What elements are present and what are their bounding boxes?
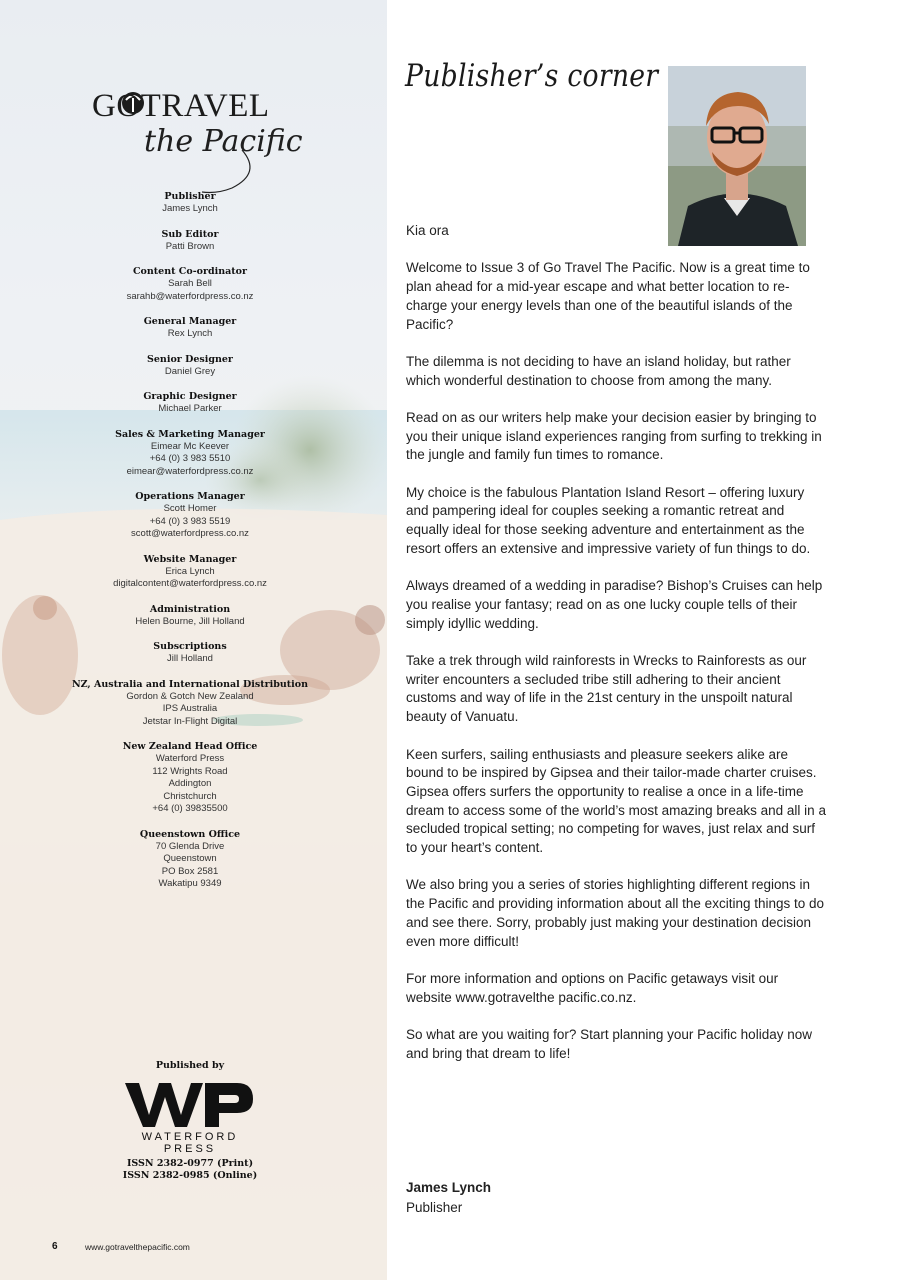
credit-line: Jill Holland — [167, 653, 213, 664]
credit-block — [40, 828, 340, 891]
article-body — [406, 222, 826, 1082]
credit-block — [40, 315, 340, 341]
credit-block — [40, 428, 340, 479]
credit-line: Waterford Press — [155, 753, 225, 764]
credit-title: General Manager — [143, 316, 237, 327]
credit-line: 112 Wrights Road — [152, 765, 228, 777]
credit-block — [40, 228, 340, 254]
logo-subtitle: the Pacific — [144, 124, 303, 159]
page-title: Publisher’s corner — [405, 58, 659, 94]
credit-title: Queenstown Office — [139, 828, 241, 840]
credit-title: Graphic Designer — [143, 391, 237, 402]
credit-title: Website Manager — [143, 553, 237, 565]
signature — [406, 1178, 491, 1217]
credit-email: scott@waterfordpress.co.nz — [131, 528, 249, 539]
credit-email: sarahb@waterfordpress.co.nz — [126, 290, 254, 302]
issn-block — [40, 1158, 340, 1182]
credit-block — [40, 265, 340, 303]
credit-line: Addington — [168, 778, 212, 789]
published-by — [40, 1060, 340, 1155]
credit-block — [40, 553, 340, 591]
signature-name: James Lynch — [406, 1180, 492, 1195]
masthead-sidebar — [0, 0, 387, 1280]
credit-phone: +64 (0) 3 983 5510 — [149, 453, 231, 464]
paragraph: Take a trek through wild rainforests in Wrecks to Rainforests as our writer encounters a secluded tribe still adhering to their ancient customs and way of life in the 21st century in the unspoilt natural beauty of Vanuatu. — [406, 653, 807, 725]
issn-online: ISSN 2382-0985 (Online) — [122, 1170, 258, 1181]
wp-mark-icon — [125, 1079, 255, 1129]
credit-block — [40, 640, 340, 666]
credit-line: Patti Brown — [165, 240, 215, 252]
credit-line: Gordon & Gotch New Zealand — [126, 690, 254, 702]
credit-block — [40, 353, 340, 379]
credit-title: Subscriptions — [153, 641, 227, 652]
credit-title: Senior Designer — [147, 353, 233, 365]
paragraph: Always dreamed of a wedding in paradise? Bishop’s Cruises can help you realise your fantasy; read on as one lucky couple tells of their simply idyllic wedding. — [406, 578, 823, 631]
credit-block — [40, 603, 340, 629]
paragraph: For more information and options on Pacific getaways visit our website www.gotravelthe pacific.co.nz. — [406, 970, 779, 1005]
credit-title: NZ, Australia and International Distribution — [71, 678, 309, 690]
footer-url[interactable]: www.gotravelthepacific.com — [85, 1242, 190, 1252]
credit-block — [40, 740, 340, 816]
credit-block — [40, 190, 340, 216]
published-by-label: Published by — [155, 1060, 225, 1071]
credit-block — [40, 490, 340, 541]
credit-email: digitalcontent@waterfordpress.co.nz — [113, 578, 267, 589]
masthead-credits — [40, 190, 340, 903]
publisher-photo — [668, 66, 806, 246]
waterford-press-logo — [125, 1079, 255, 1155]
credit-line: Rex Lynch — [167, 328, 213, 339]
credit-line: Helen Bourne, Jill Holland — [135, 615, 245, 627]
credit-line: Eimear Mc Keever — [150, 440, 230, 452]
credit-line: Erica Lynch — [165, 565, 215, 577]
credit-line: 70 Glenda Drive — [155, 840, 225, 852]
paragraph: So what are you waiting for? Start planning your Pacific holiday now and bring that dream to life! — [406, 1027, 812, 1061]
credit-line: James Lynch — [162, 203, 218, 214]
credit-email: eimear@waterfordpress.co.nz — [126, 465, 254, 477]
credit-line: Queenstown — [163, 853, 217, 864]
credit-title: Sales & Marketing Manager — [115, 428, 265, 440]
wp-logo-caption: WATERFORD PRESS — [141, 1131, 239, 1155]
go-travel-logo — [92, 88, 312, 198]
credit-line: Sarah Bell — [168, 278, 212, 289]
paragraph: Keen surfers, sailing enthusiasts and pleasure seekers alike are bound to be inspired by Gipsea and their tailor-made charter cruises. Gipsea offers surfers the opportunity to realise a once in a life-time dream to access some of the world’s most amazing breaks and all in a secluded tropical setting; no competing for waves, just relax and surf to your heart’s content. — [406, 746, 826, 856]
credit-title: Publisher — [164, 191, 216, 202]
paragraph: My choice is the fabulous Plantation Island Resort – offering luxury and pampering ideal for couples seeking a romantic retreat and equally ideal for those seeking adventure and entertainment as the resort offers an extensive and impressive variety of fun things to do. — [406, 484, 811, 556]
page-number: 6 — [52, 1241, 58, 1252]
logo-brand: GOTRAVEL — [92, 88, 270, 124]
credit-line: IPS Australia — [162, 703, 218, 714]
greeting: Kia ora — [406, 223, 449, 238]
credit-title: New Zealand Head Office — [122, 741, 258, 752]
paragraph: The dilemma is not deciding to have an island holiday, but rather which wonderful destination to choose from among the many. — [406, 353, 791, 388]
credit-block — [40, 390, 340, 416]
credit-line: Christchurch — [163, 790, 217, 802]
issn-print: ISSN 2382-0977 (Print) — [126, 1158, 254, 1169]
credit-line: Jetstar In-Flight Digital — [142, 715, 238, 727]
credit-line: Scott Homer — [163, 503, 217, 514]
credit-line: PO Box 2581 — [161, 865, 219, 877]
paragraph: We also bring you a series of stories highlighting different regions in the Pacific and providing information about all the exciting things to do and see there. Sorry, probably just making your destination decision even more difficult! — [406, 877, 825, 949]
credit-title: Administration — [149, 603, 231, 615]
credit-line: Daniel Grey — [164, 365, 216, 377]
paragraph: Welcome to Issue 3 of Go Travel The Pacific. Now is a great time to plan ahead for a mid-year escape and what better location to re-charge your energy levels than one of the beautiful islands of the Pacific? — [406, 260, 810, 332]
credit-phone: +64 (0) 3 983 5519 — [149, 515, 231, 527]
credit-title: Operations Manager — [135, 491, 245, 502]
credit-block — [40, 678, 340, 729]
paragraph: Read on as our writers help make your decision easier by bringing to you their unique island experiences ranging from surfing to trekking in the jungle and family fun times to romance. — [406, 409, 822, 463]
signature-role: Publisher — [406, 1199, 463, 1215]
credit-phone: +64 (0) 39835500 — [152, 803, 228, 814]
credit-line: Wakatipu 9349 — [158, 878, 222, 889]
credit-line: Michael Parker — [158, 403, 222, 414]
credit-title: Sub Editor — [161, 228, 219, 240]
credit-title: Content Co-ordinator — [132, 266, 248, 277]
